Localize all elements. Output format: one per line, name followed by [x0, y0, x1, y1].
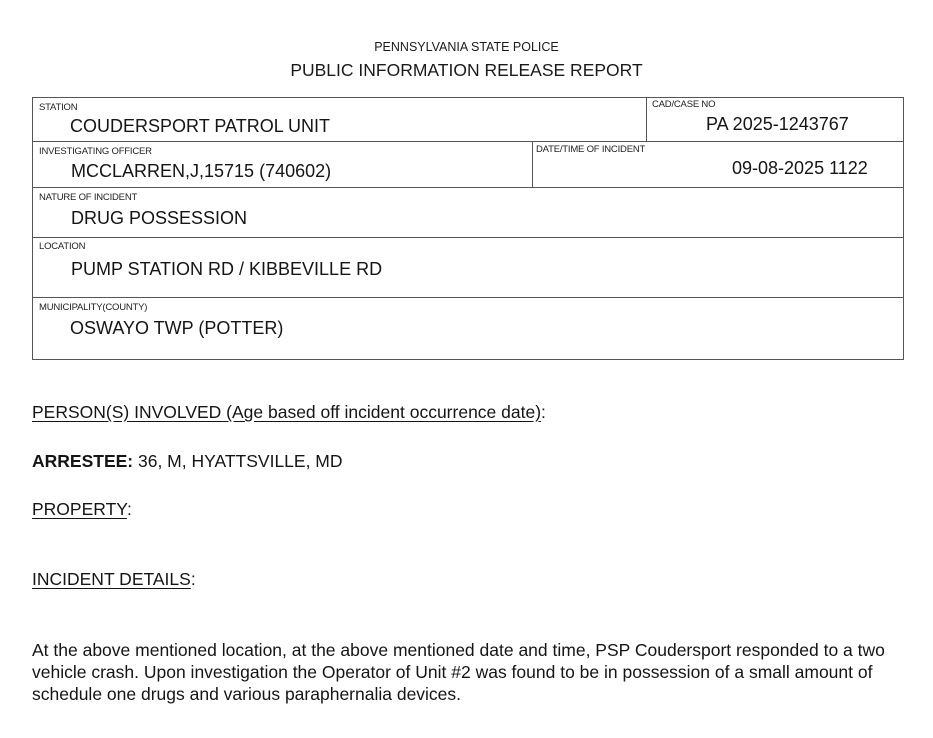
station-label: STATION: [39, 102, 78, 113]
property-heading-colon: :: [127, 499, 132, 519]
arrestee-value: 36, M, HYATTSVILLE, MD: [133, 451, 343, 471]
datetime-label: DATE/TIME OF INCIDENT: [536, 144, 646, 155]
form-divider: [33, 237, 903, 238]
incident-details-heading-text: INCIDENT DETAILS: [32, 569, 191, 589]
form-divider: [532, 141, 533, 187]
property-heading-text: PROPERTY: [32, 499, 127, 519]
arrestee-label: ARRESTEE:: [32, 451, 134, 471]
agency-name: PENNSYLVANIA STATE POLICE: [374, 40, 559, 54]
form-divider: [646, 98, 647, 141]
officer-value: MCCLARREN,J,15715 (740602): [71, 161, 332, 181]
nature-label: NATURE OF INCIDENT: [39, 192, 138, 203]
officer-label: INVESTIGATING OFFICER: [39, 146, 152, 157]
persons-heading: [32, 402, 546, 423]
incident-form: [32, 97, 904, 360]
location-label: LOCATION: [39, 241, 86, 252]
form-divider: [33, 141, 903, 142]
municipality-value: OSWAYO TWP (POTTER): [70, 318, 284, 338]
incident-details-heading-colon: :: [190, 569, 196, 589]
case-no-value: PA 2025-1243767: [706, 114, 849, 134]
arrestee-line: [32, 451, 343, 472]
nature-value: DRUG POSSESSION: [71, 208, 248, 228]
incident-details-text: At the above mentioned location, at the above mentioned date and time, PSP Coudersport responded to a two vehicle crash. Upon investigation the Operator of Unit #2 was found to be in possession of a small amount of schedule one drugs and various paraphernalia devices.: [32, 640, 885, 704]
form-divider: [33, 297, 903, 298]
persons-heading-text: PERSON(S) INVOLVED (Age based off incident occurrence date): [32, 402, 542, 422]
datetime-value: 09-08-2025 1122: [732, 158, 868, 178]
case-no-label: CAD/CASE NO: [652, 99, 716, 110]
station-value: COUDERSPORT PATROL UNIT: [70, 116, 331, 136]
incident-details-heading: [32, 569, 196, 590]
municipality-label: MUNICIPALITY(COUNTY): [39, 302, 148, 313]
form-divider: [33, 187, 903, 188]
persons-heading-colon: :: [541, 402, 546, 422]
location-value: PUMP STATION RD / KIBBEVILLE RD: [71, 259, 383, 279]
property-heading: [32, 499, 132, 520]
report-title: PUBLIC INFORMATION RELEASE REPORT: [290, 60, 643, 80]
